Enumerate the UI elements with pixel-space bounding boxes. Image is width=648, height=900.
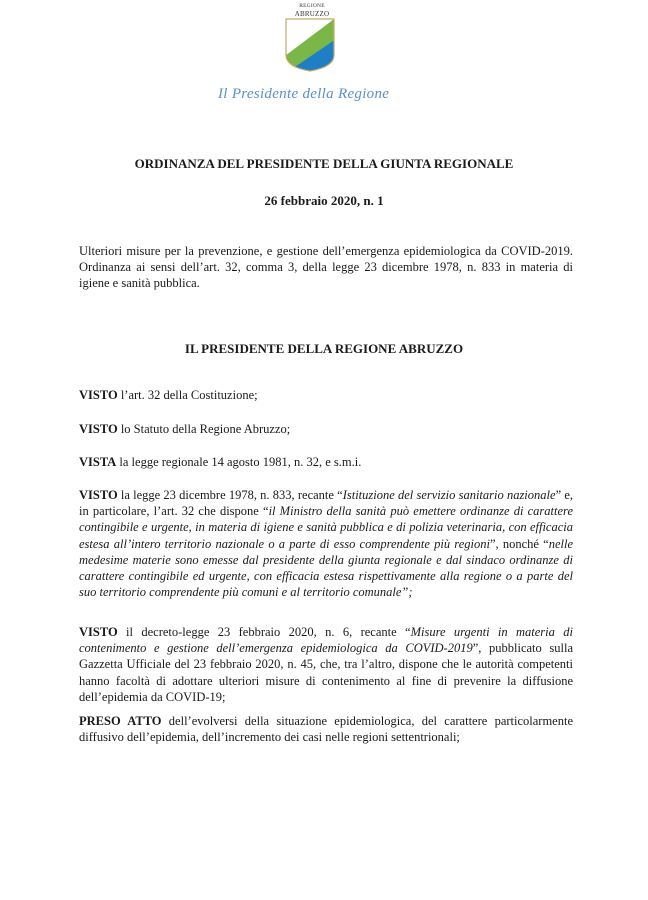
- clause-decreto-legge: [79, 624, 573, 705]
- clause-text: lo Statuto della Regione Abruzzo;: [117, 422, 291, 436]
- clause-costituzione: [79, 387, 573, 403]
- clause-text: la legge 23 dicembre 1978, n. 833, recante “: [117, 488, 343, 502]
- clause-lead: VISTO: [79, 488, 118, 502]
- clause-quote: Istituzione del servizio sanitario nazionale: [342, 488, 556, 502]
- clause-statuto: [79, 421, 573, 437]
- clause-lead: PRESO ATTO: [79, 714, 162, 728]
- clause-lead: VISTO: [79, 625, 118, 639]
- clause-preso-atto: [79, 713, 573, 745]
- document-title: ORDINANZA DEL PRESIDENTE DELLA GIUNTA REGIONALE: [134, 156, 514, 171]
- logo-line-2: ABRUZZO: [294, 9, 330, 18]
- region-logo-text: [282, 3, 342, 18]
- clause-lead: VISTO: [79, 388, 118, 402]
- clause-quote: nelle medesime materie sono emesse dal presidente della giunta regionale e dal sindaco ordinanze di carattere contingibile ed urgente, con efficacia estesa rispettivamente alla regione o a parte del suo territorio comprendente più comuni e al territorio comunale”;: [79, 536, 573, 600]
- clause-text: ”, nonché “: [489, 536, 549, 551]
- section-heading: IL PRESIDENTE DELLA REGIONE ABRUZZO: [184, 341, 464, 356]
- president-signature-line: Il Presidente della Regione: [218, 86, 390, 102]
- clause-quote: il Ministro della sanità può emettere ordinanze di carattere contingibile e urgente, in materia di igiene e sanità pubblica e di polizia veterinaria, con efficacia estesa all’intero territorio nazionale o a parte di esso comprendente più regioni: [79, 504, 573, 551]
- clause-quote: Misure urgenti in materia di contenimento e gestione dell’emergenza epidemiologica da COVID-2019: [79, 625, 573, 656]
- clause-legge-833: [79, 487, 573, 600]
- document-subject: Ulteriori misure per la prevenzione, e gestione dell’emergenza epidemiologica da COVID-2019. Ordinanza ai sensi dell’art. 32, comma 3, della legge 23 dicembre 1978, n. 833 in materia di igiene e sanità pubblica.: [79, 244, 573, 291]
- clause-lead: VISTA: [79, 455, 117, 469]
- clause-text: l’art. 32 della Costituzione;: [117, 388, 258, 402]
- clause-text: il decreto-legge 23 febbraio 2020, n. 6, recante “: [117, 625, 411, 639]
- clause-text: ” e, in particolare, l’art. 32 che dispone “: [79, 488, 573, 519]
- clause-text: ”, pubblicato sulla Gazzetta Ufficiale del 23 febbraio 2020, n. 45, che, tra l’altro, dispone che le autorità competenti hanno facoltà di adottare ulteriori misure di contenimento al fine di prevenire la diffusione dell’epidemia da COVID-19;: [79, 641, 574, 704]
- letterhead: [0, 0, 648, 120]
- clause-legge-regionale: [79, 454, 573, 470]
- clause-text: dell’evolversi della situazione epidemiologica, del carattere particolarmente diffusivo dell’epidemia, dell’incremento dei casi nelle regioni settentrionali;: [79, 714, 573, 745]
- document-date-number: 26 febbraio 2020, n. 1: [264, 193, 384, 208]
- logo-line-1: REGIONE: [299, 3, 325, 9]
- clause-text: la legge regionale 14 agosto 1981, n. 32, e s.m.i.: [116, 455, 362, 469]
- abruzzo-shield-icon: [284, 17, 336, 73]
- clause-lead: VISTO: [79, 422, 118, 436]
